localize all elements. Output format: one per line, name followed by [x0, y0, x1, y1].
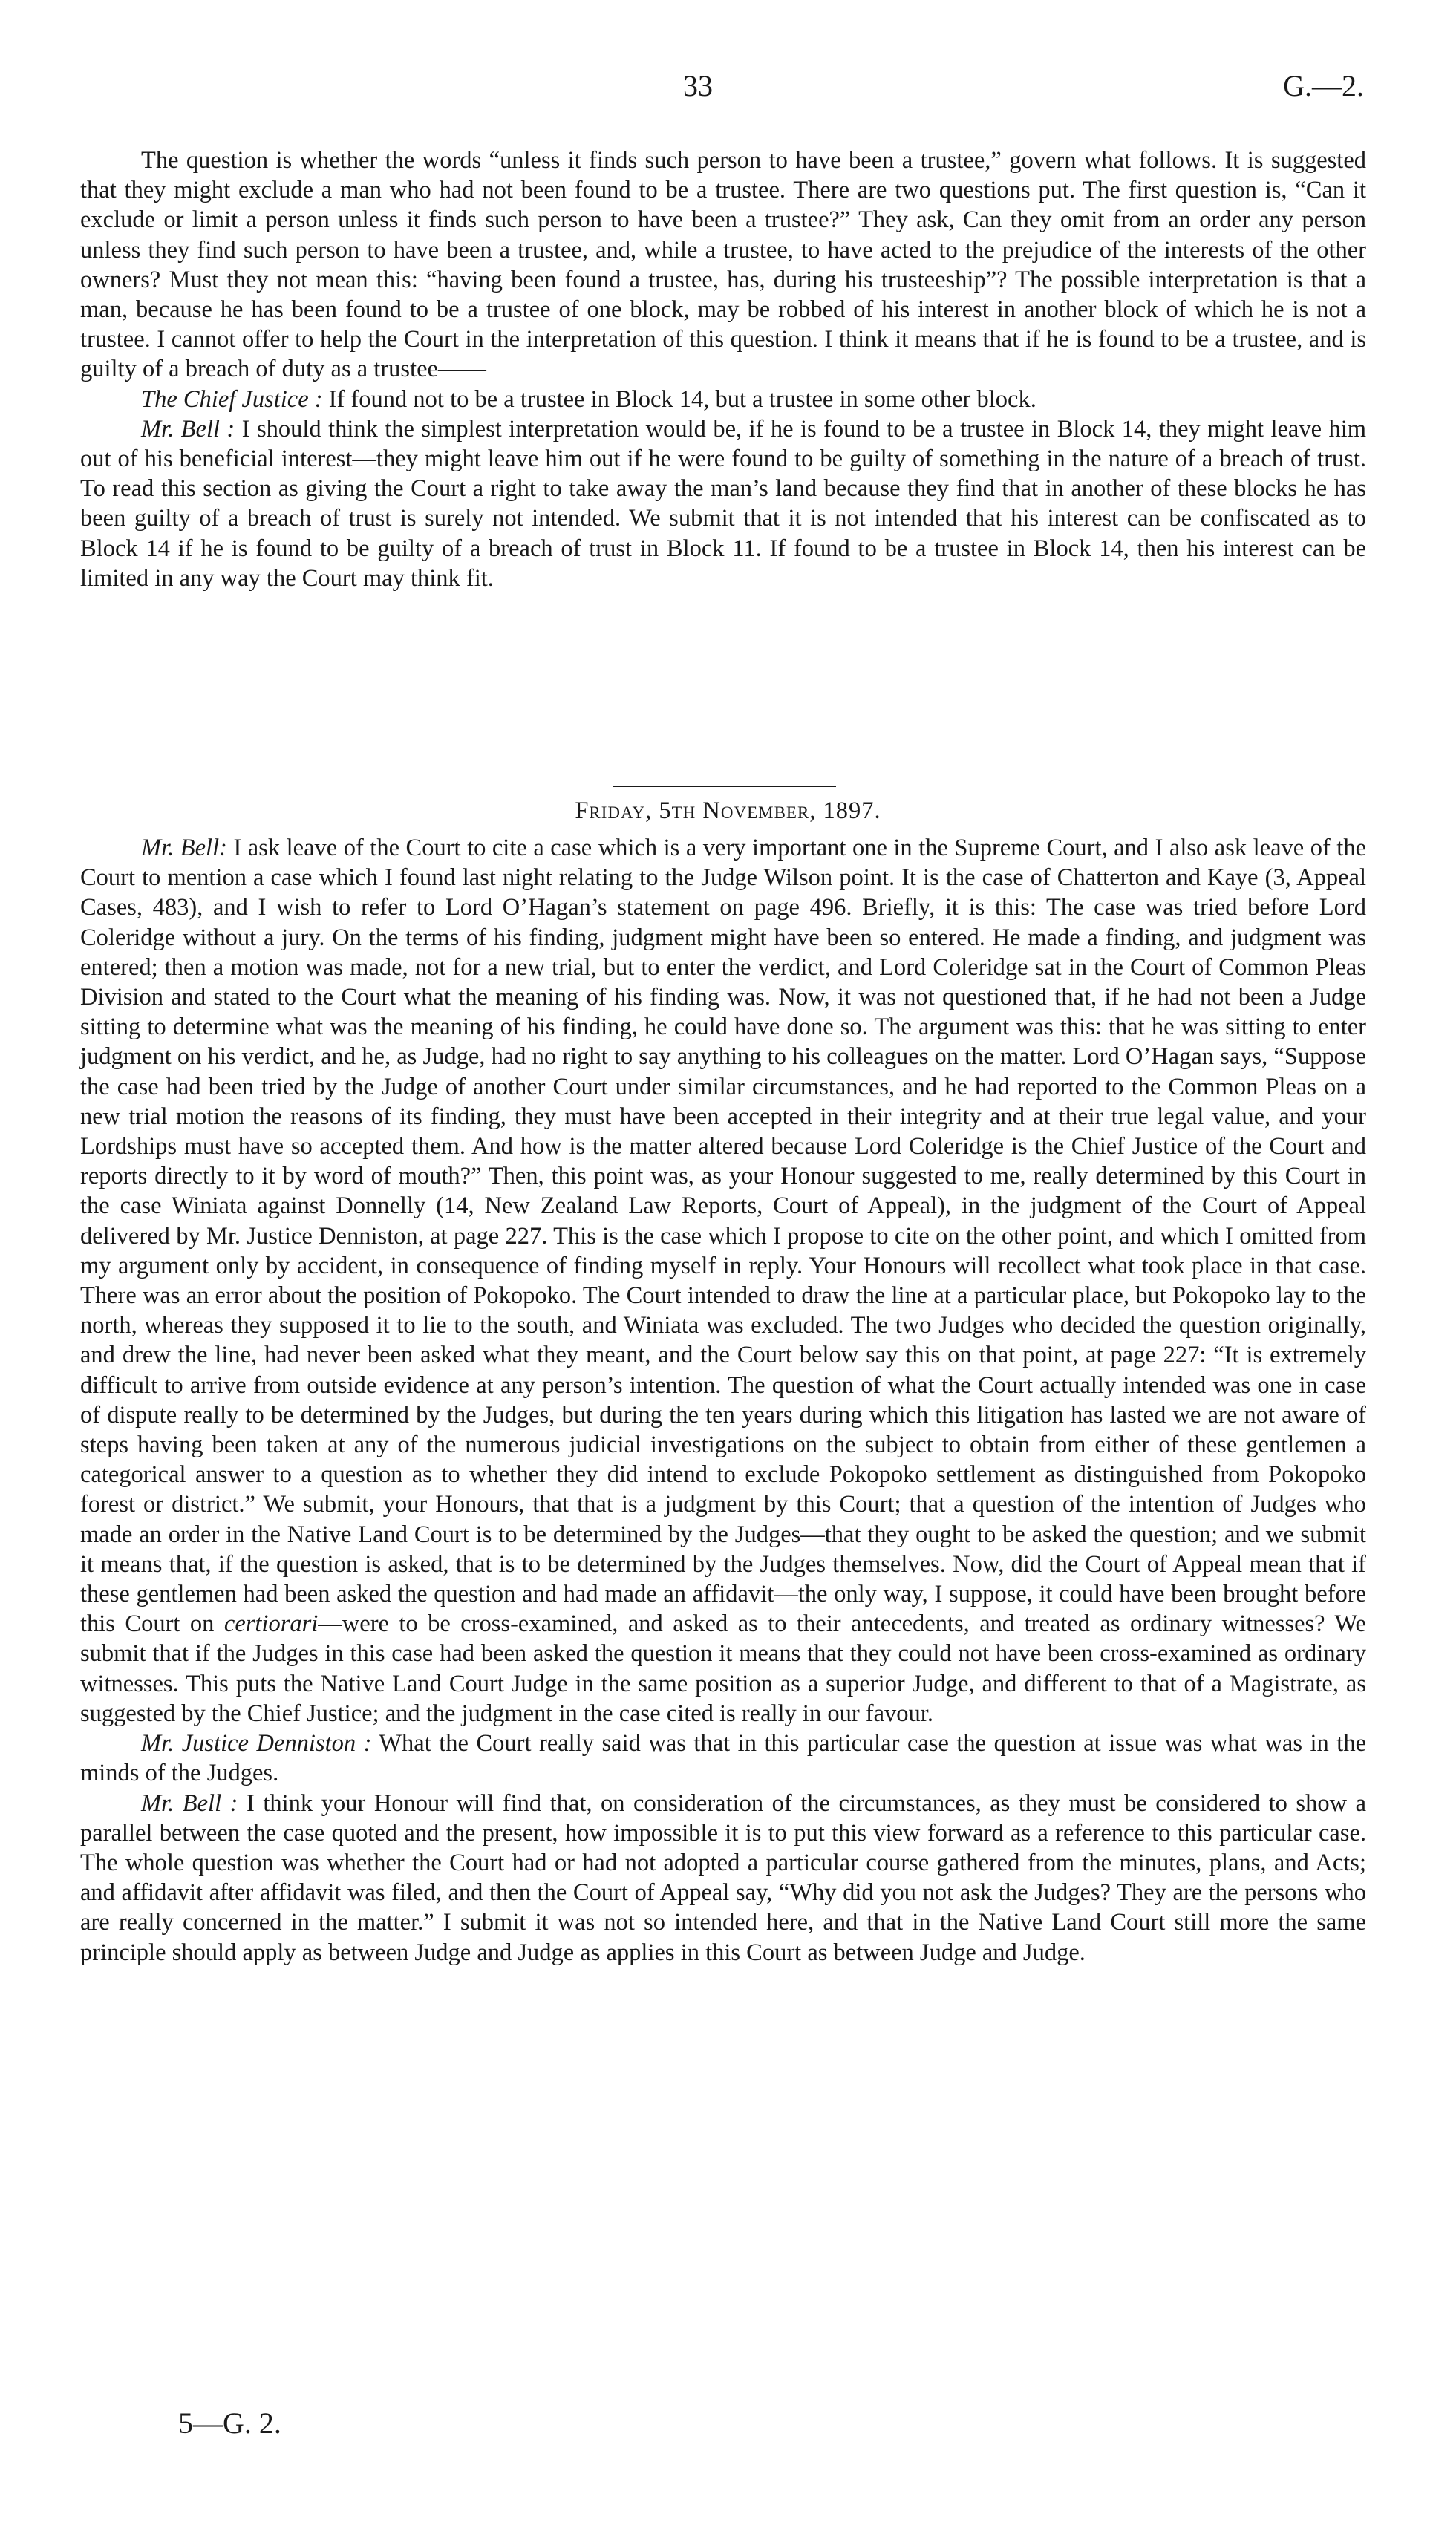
- section-one: [80, 146, 1366, 593]
- paragraph-text: I should think the simplest interpretation would be, if he is found to be a trustee in Block 14, they might leave him out of his beneficial interest—they might leave him out if he were found to be guilty of something in the nature of a breach of trust. To read this section as giving the Court a right to take away the man’s land because they find that in another of these blocks he has been guilty of a breach of trust is surely not intended. We submit that it is not intended that his interest can be confiscated as to Block 14 if he is found to be guilty of a breach of trust in Block 11. If found to be a trustee in Block 14, then his interest can be limited in any way the Court may think fit.: [80, 415, 1367, 592]
- paragraph-text: I think your Honour will find that, on consideration of the circumstances, as they must be considered to show a parallel between the case quoted and the present, how impossible it is to put this view forward as a reference to this particular case. The whole question was whether the Court had or had not adopted a particular course gathered from the minutes, plans, and Acts; and affidavit after affidavit was filed, and then the Court of Appeal say, “Why did you not ask the Judges? They are the persons who are really concerned in the matter.” I submit it was not so intended here, and that in the Native Land Court still more the same principle should apply as between Judge and Judge as applies in this Court as between Judge and Judge.: [80, 1789, 1366, 1966]
- page-header: [0, 68, 1456, 113]
- speaker-name: The Chief Justice :: [141, 385, 323, 413]
- section-divider: [613, 786, 836, 787]
- italic-term: certiorari: [223, 1610, 319, 1638]
- document-reference: G.—2.: [1283, 69, 1364, 102]
- paragraph: [80, 1728, 1366, 1788]
- speaker-name: Mr. Bell :: [141, 1789, 238, 1817]
- section-two: [80, 833, 1366, 1968]
- paragraph-text-continued: —were to be cross-examined, and asked as to their antecedents, and treated as ordinary witnesses? We submit that if the Judges in this case had been asked the question it means that they could not have been cross-examined as ordinary witnesses. This puts the Native Land Court Judge in the same position as a superior Judge, and different to that of a Magistrate, as suggested by the Chief Justice; and the judgment in the case cited is really in our favour.: [80, 1610, 1366, 1727]
- date-heading: Friday, 5th November, 1897.: [575, 797, 881, 824]
- paragraph: [80, 414, 1366, 593]
- speaker-name: Mr. Bell:: [141, 835, 227, 861]
- speaker-name: Mr. Justice Denniston :: [141, 1730, 372, 1757]
- paragraph: [80, 833, 1366, 1728]
- paragraph-text: I ask leave of the Court to cite a case which is a very important one in the Supreme Court, and I also ask leave of the Court to mention a case which I found last night relating to the Judge Wilson point. It is the case of Chatterton and Kaye (3, Appeal Cases, 483), and I wish to refer to Lord O’Hagan’s statement on page 496. Briefly, it is this: The case was tried before Lord Coleridge without a jury. On the terms of his finding, judgment might have been so entered. He made a finding, and judgment was entered; then a motion was made, not for a new trial, but to enter the verdict, and Lord Coleridge sat in the Court of Common Pleas Division and stated to the Court what the meaning of his finding was. Now, it was not questioned that, if he had not been a Judge sitting to determine what was the meaning of his finding, he could have done so. The argument was this: that he was sitting to enter judgment on his verdict, and he, as Judge, had no right to say anything to his colleagues on the matter. Lord O’Hagan says, “Suppose the case had been tried by the Judge of another Court under similar circumstances, and he had reported to the Common Pleas on a new trial motion the reasons of its finding, they must have been accepted in their integrity and at their true legal value, and your Lordships must have so accepted them. And how is the matter altered because Lord Coleridge is the Chief Justice of the Court and reports directly to it by word of mouth?” Then, this point was, as your Honour suggested to me, really determined by this Court in the case Winiata against Donnelly (14, New Zealand Law Reports, Court of Appeal), in the judgment of the Court of Appeal delivered by Mr. Justice Denniston, at page 227. This is the case which I propose to cite on the other point, and which I omitted from my argument only by accident, in consequence of finding myself in reply. Your Honours will recollect what took place in that case. There was an error about the position of Pokopoko. The Court intended to draw the line at a particular place, but Pokopoko lay to the north, whereas they supposed it to lie to the south, and Winiata was excluded. The two Judges who decided the question originally, and drew the line, had never been asked what they meant, and the Court below say this on that point, at page 227: “It is extremely difficult to arrive from outside evidence at any person’s intention. The question of what the Court actually intended was one in case of dispute really to be determined by the Judges, but during the ten years during which this litigation has lasted we are not aware of steps having been taken at any of the numerous judicial investigations on the subject to obtain from either of these gentlemen a categorical answer to a question as to whether they did intend to exclude Pokopoko settlement as distinguished from Pokopoko forest or district.” We submit, your Honours, that that is a judgment by this Court; that a question of the intention of Judges who made an order in the Native Land Court is to be determined by the Judges—that they ought to be asked the question; and we submit it means that, if the question is asked, that is to be determined by the Judges themselves. Now, did the Court of Appeal mean that if these gentlemen had been asked the question and had made an affidavit—the only way, I suppose, it could have been brought before this Court on: [80, 835, 1367, 1638]
- paragraph: [80, 1789, 1366, 1968]
- paragraph-text: The question is whether the words “unless it finds such person to have been a trustee,” govern what follows. It is suggested that they might exclude a man who had not been found to be a trustee. There are two questions put. The first question is, “Can it exclude or limit a person unless it finds such person to have been a trustee?” They ask, Can they omit from an order any person unless they find such person to have been a trustee, and, while a trustee, to have acted to the prejudice of the interests of the other owners? Must they not mean this: “having been found a trustee, has, during his trusteeship”? The possible interpretation is that a man, because he has been found to be a trustee of one block, may be robbed of his interest in another block of which he is not a trustee. I cannot offer to help the Court in the interpretation of this question. I think it means that if he is found to be a trustee, and is guilty of a breach of duty as a trustee——: [80, 147, 1366, 383]
- paragraph-text: If found not to be a trustee in Block 14, but a trustee in some other block.: [322, 385, 1036, 413]
- page-number: 33: [683, 69, 713, 102]
- speaker-name: Mr. Bell :: [141, 415, 235, 443]
- paragraph-text: What the Court really said was that in this particular case the question at issue was what was in the minds of the Judges.: [80, 1730, 1366, 1787]
- paragraph: [80, 385, 1366, 414]
- footer-signature: 5—G. 2.: [178, 2406, 281, 2440]
- paragraph: [80, 146, 1366, 385]
